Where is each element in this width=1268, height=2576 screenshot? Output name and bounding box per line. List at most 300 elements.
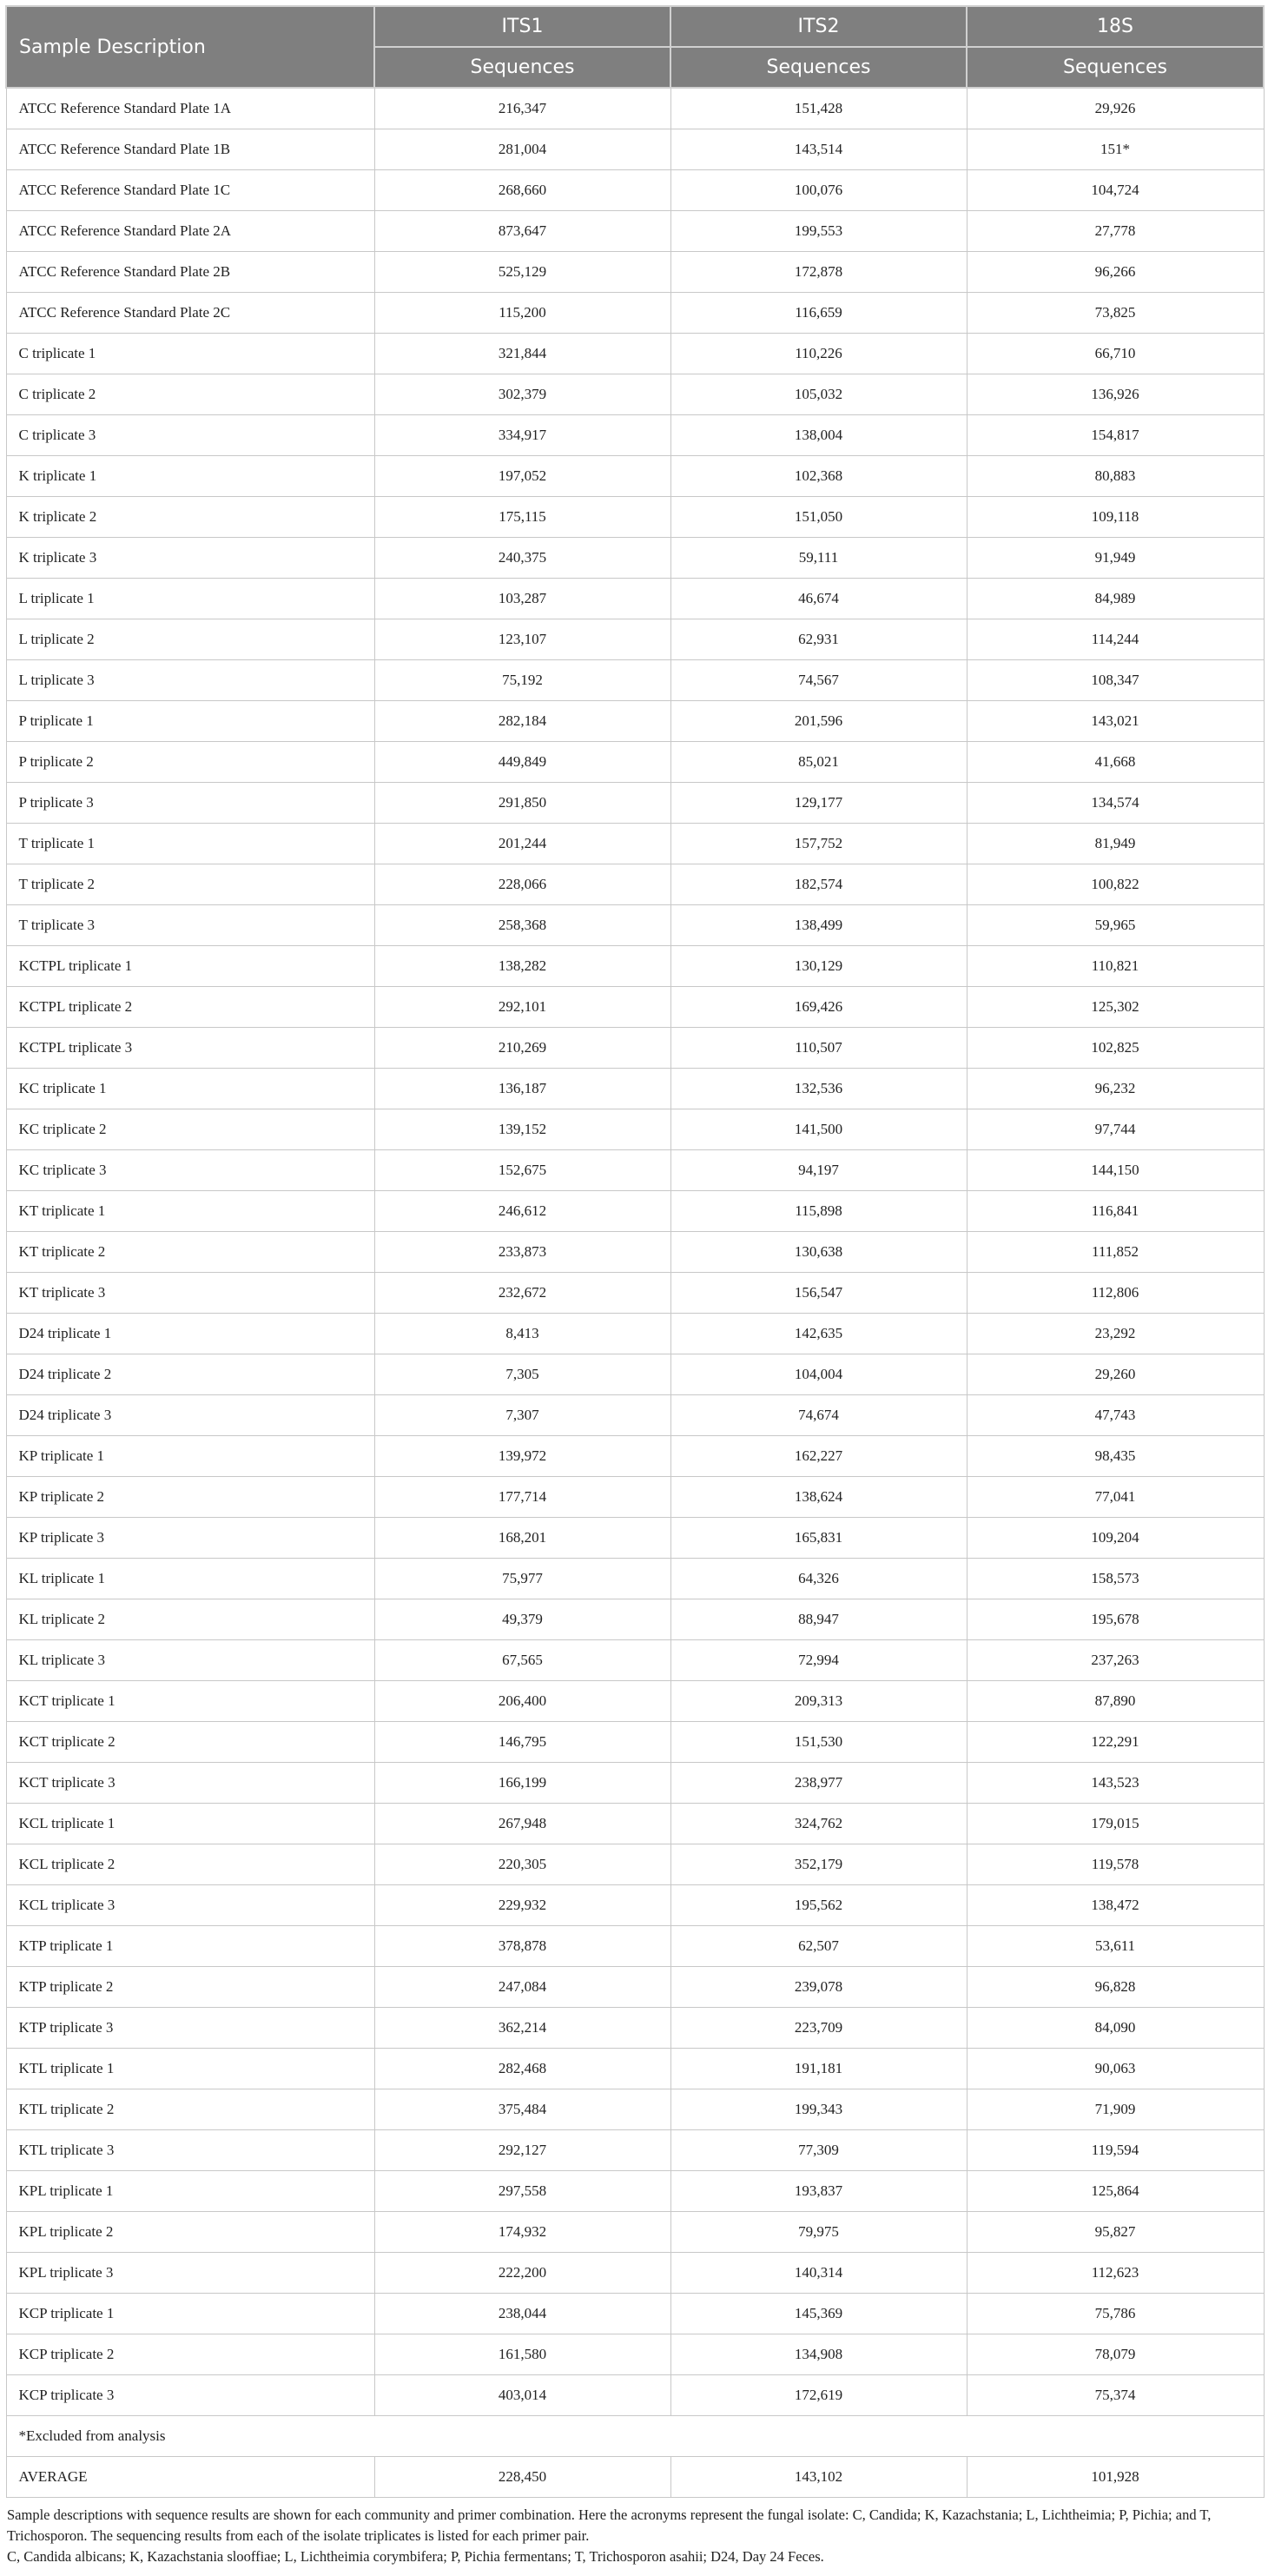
- sample-label: KCP triplicate 3: [6, 2375, 374, 2416]
- its2-value: 165,831: [670, 1518, 967, 1559]
- sample-label: KP triplicate 2: [6, 1477, 374, 1518]
- 18s-value: 96,266: [967, 252, 1264, 293]
- table-row: [6, 1681, 1264, 1722]
- 18s-value: 119,578: [967, 1844, 1264, 1885]
- its2-value: 151,530: [670, 1722, 967, 1763]
- its2-value: 72,994: [670, 1640, 967, 1681]
- table-row: [6, 538, 1264, 579]
- sample-label: KTL triplicate 1: [6, 2049, 374, 2089]
- its1-value: 292,101: [374, 987, 670, 1028]
- table-row: [6, 1395, 1264, 1436]
- its2-value: 110,507: [670, 1028, 967, 1069]
- 18s-value: 29,260: [967, 1354, 1264, 1395]
- its1-value: 302,379: [374, 374, 670, 415]
- its1-value: 291,850: [374, 783, 670, 824]
- 18s-value: 111,852: [967, 1232, 1264, 1273]
- its1-value: 292,127: [374, 2130, 670, 2171]
- its2-value: 138,624: [670, 1477, 967, 1518]
- table-row: [6, 1354, 1264, 1395]
- 18s-value: 98,435: [967, 1436, 1264, 1477]
- table-row: [6, 1232, 1264, 1273]
- its2-value: 193,837: [670, 2171, 967, 2212]
- its2-value: 172,878: [670, 252, 967, 293]
- table-row: [6, 1028, 1264, 1069]
- its1-value: 232,672: [374, 1273, 670, 1314]
- sample-label: K triplicate 3: [6, 538, 374, 579]
- header-its1: ITS1: [374, 6, 670, 47]
- its1-value: 175,115: [374, 497, 670, 538]
- sample-label: KT triplicate 3: [6, 1273, 374, 1314]
- its1-value: 297,558: [374, 2171, 670, 2212]
- its1-value: 282,468: [374, 2049, 670, 2089]
- its1-value: 321,844: [374, 334, 670, 374]
- sample-label: KL triplicate 2: [6, 1599, 374, 1640]
- its1-value: 139,152: [374, 1109, 670, 1150]
- table-row: [6, 2008, 1264, 2049]
- 18s-value: 47,743: [967, 1395, 1264, 1436]
- its1-value: 282,184: [374, 701, 670, 742]
- subheader-sequences: Sequences: [374, 47, 670, 88]
- 18s-value: 78,079: [967, 2334, 1264, 2375]
- 18s-value: 108,347: [967, 660, 1264, 701]
- its2-value: 182,574: [670, 864, 967, 905]
- sample-label: K triplicate 2: [6, 497, 374, 538]
- 18s-value: 100,822: [967, 864, 1264, 905]
- its2-value: 116,659: [670, 293, 967, 334]
- its1-value: 161,580: [374, 2334, 670, 2375]
- 18s-value: 116,841: [967, 1191, 1264, 1232]
- its1-value: 268,660: [374, 170, 670, 211]
- 18s-value: 109,118: [967, 497, 1264, 538]
- its1-value: 168,201: [374, 1518, 670, 1559]
- sample-label: KP triplicate 3: [6, 1518, 374, 1559]
- table-row: [6, 293, 1264, 334]
- table-row: [6, 1722, 1264, 1763]
- its2-value: 85,021: [670, 742, 967, 783]
- its2-value: 157,752: [670, 824, 967, 864]
- its1-value: 166,199: [374, 1763, 670, 1804]
- its2-value: 79,975: [670, 2212, 967, 2253]
- its2-value: 74,567: [670, 660, 967, 701]
- 18s-value: 136,926: [967, 374, 1264, 415]
- its2-value: 132,536: [670, 1069, 967, 1109]
- 18s-value: 104,724: [967, 170, 1264, 211]
- 18s-value: 138,472: [967, 1885, 1264, 1926]
- average-row: [6, 2457, 1264, 2498]
- table-row: [6, 905, 1264, 946]
- its2-value: 201,596: [670, 701, 967, 742]
- its1-value: 206,400: [374, 1681, 670, 1722]
- table-row: [6, 374, 1264, 415]
- table-row: [6, 1477, 1264, 1518]
- table-row: [6, 2253, 1264, 2294]
- table-row: [6, 1804, 1264, 1844]
- sample-label: T triplicate 2: [6, 864, 374, 905]
- its1-value: 49,379: [374, 1599, 670, 1640]
- sample-label: KL triplicate 1: [6, 1559, 374, 1599]
- its2-value: 74,674: [670, 1395, 967, 1436]
- 18s-value: 237,263: [967, 1640, 1264, 1681]
- its1-value: 201,244: [374, 824, 670, 864]
- table-row: [6, 2294, 1264, 2334]
- sample-label: K triplicate 1: [6, 456, 374, 497]
- 18s-value: 154,817: [967, 415, 1264, 456]
- sample-label: KL triplicate 3: [6, 1640, 374, 1681]
- sample-label: L triplicate 1: [6, 579, 374, 619]
- table-row: [6, 864, 1264, 905]
- sample-label: KTP triplicate 1: [6, 1926, 374, 1967]
- 18s-value: 41,668: [967, 742, 1264, 783]
- table-row: [6, 660, 1264, 701]
- 18s-value: 122,291: [967, 1722, 1264, 1763]
- table-row: [6, 2334, 1264, 2375]
- sample-label: C triplicate 1: [6, 334, 374, 374]
- sample-label: KPL triplicate 3: [6, 2253, 374, 2294]
- its1-value: 233,873: [374, 1232, 670, 1273]
- caption-line-2: C, Candida albicans; K, Kazachstania slooffiae; L, Lichtheimia corymbifera; P, Pichia fermentans; T, Trichosporon asahii; D24, Day 24 Feces.: [7, 2548, 824, 2565]
- its2-value: 238,977: [670, 1763, 967, 1804]
- table-row: [6, 1763, 1264, 1804]
- table-row: [6, 1436, 1264, 1477]
- its2-value: 59,111: [670, 538, 967, 579]
- average-label: AVERAGE: [6, 2457, 374, 2498]
- its1-value: 139,972: [374, 1436, 670, 1477]
- subheader-sequences: Sequences: [967, 47, 1264, 88]
- its2-value: 88,947: [670, 1599, 967, 1640]
- sample-label: C triplicate 3: [6, 415, 374, 456]
- sample-label: T triplicate 3: [6, 905, 374, 946]
- its2-value: 130,638: [670, 1232, 967, 1273]
- its1-value: 197,052: [374, 456, 670, 497]
- sample-label: T triplicate 1: [6, 824, 374, 864]
- table-row: [6, 1314, 1264, 1354]
- its1-value: 246,612: [374, 1191, 670, 1232]
- table-row: [6, 170, 1264, 211]
- sample-label: P triplicate 3: [6, 783, 374, 824]
- its2-value: 223,709: [670, 2008, 967, 2049]
- sample-label: KCP triplicate 1: [6, 2294, 374, 2334]
- table-row: [6, 88, 1264, 129]
- table-row: [6, 783, 1264, 824]
- table-row: [6, 946, 1264, 987]
- its1-value: 334,917: [374, 415, 670, 456]
- table-row: [6, 1885, 1264, 1926]
- sample-label: KTP triplicate 2: [6, 1967, 374, 2008]
- its1-value: 375,484: [374, 2089, 670, 2130]
- table-row: [6, 1559, 1264, 1599]
- its1-value: 403,014: [374, 2375, 670, 2416]
- sample-label: KTL triplicate 3: [6, 2130, 374, 2171]
- sample-label: ATCC Reference Standard Plate 1B: [6, 129, 374, 170]
- 18s-value: 87,890: [967, 1681, 1264, 1722]
- its1-value: 281,004: [374, 129, 670, 170]
- table-row: [6, 742, 1264, 783]
- 18s-value: 71,909: [967, 2089, 1264, 2130]
- its1-value: 258,368: [374, 905, 670, 946]
- table-row: [6, 129, 1264, 170]
- sample-label: KCL triplicate 2: [6, 1844, 374, 1885]
- table-row: [6, 824, 1264, 864]
- table-row: [6, 1273, 1264, 1314]
- 18s-value: 96,232: [967, 1069, 1264, 1109]
- sample-label: ATCC Reference Standard Plate 2A: [6, 211, 374, 252]
- its1-value: 123,107: [374, 619, 670, 660]
- 18s-value: 109,204: [967, 1518, 1264, 1559]
- its2-value: 191,181: [670, 2049, 967, 2089]
- its2-value: 199,343: [670, 2089, 967, 2130]
- sample-label: KCT triplicate 2: [6, 1722, 374, 1763]
- its2-value: 239,078: [670, 1967, 967, 2008]
- sample-label: KCTPL triplicate 1: [6, 946, 374, 987]
- its2-value: 199,553: [670, 211, 967, 252]
- 18s-value: 95,827: [967, 2212, 1264, 2253]
- its1-value: 222,200: [374, 2253, 670, 2294]
- table-row: [6, 2171, 1264, 2212]
- sample-label: ATCC Reference Standard Plate 2C: [6, 293, 374, 334]
- its2-value: 140,314: [670, 2253, 967, 2294]
- sample-label: KCTPL triplicate 3: [6, 1028, 374, 1069]
- sample-label: KTP triplicate 3: [6, 2008, 374, 2049]
- its2-value: 102,368: [670, 456, 967, 497]
- 18s-value: 112,806: [967, 1273, 1264, 1314]
- its2-value: 156,547: [670, 1273, 967, 1314]
- its1-value: 103,287: [374, 579, 670, 619]
- 18s-value: 75,786: [967, 2294, 1264, 2334]
- its2-value: 324,762: [670, 1804, 967, 1844]
- its1-value: 210,269: [374, 1028, 670, 1069]
- table-row: [6, 1926, 1264, 1967]
- sample-label: L triplicate 2: [6, 619, 374, 660]
- sample-label: C triplicate 2: [6, 374, 374, 415]
- its1-value: 378,878: [374, 1926, 670, 1967]
- its1-value: 267,948: [374, 1804, 670, 1844]
- table-row: [6, 415, 1264, 456]
- 18s-value: 80,883: [967, 456, 1264, 497]
- its1-value: 75,977: [374, 1559, 670, 1599]
- table-row: [6, 1967, 1264, 2008]
- average-18s: 101,928: [967, 2457, 1264, 2498]
- sample-label: D24 triplicate 1: [6, 1314, 374, 1354]
- sample-label: KC triplicate 2: [6, 1109, 374, 1150]
- table-row: [6, 1150, 1264, 1191]
- its1-value: 7,305: [374, 1354, 670, 1395]
- its1-value: 8,413: [374, 1314, 670, 1354]
- 18s-value: 53,611: [967, 1926, 1264, 1967]
- 18s-value: 84,989: [967, 579, 1264, 619]
- sample-label: P triplicate 2: [6, 742, 374, 783]
- its1-value: 220,305: [374, 1844, 670, 1885]
- its2-value: 110,226: [670, 334, 967, 374]
- table-row: [6, 497, 1264, 538]
- sample-label: KPL triplicate 1: [6, 2171, 374, 2212]
- 18s-value: 75,374: [967, 2375, 1264, 2416]
- 18s-value: 134,574: [967, 783, 1264, 824]
- its1-value: 174,932: [374, 2212, 670, 2253]
- its1-value: 146,795: [374, 1722, 670, 1763]
- 18s-value: 66,710: [967, 334, 1264, 374]
- table-header: [6, 6, 1264, 88]
- 18s-value: 59,965: [967, 905, 1264, 946]
- sample-label: ATCC Reference Standard Plate 1A: [6, 88, 374, 129]
- 18s-value: 81,949: [967, 824, 1264, 864]
- sample-label: KC triplicate 1: [6, 1069, 374, 1109]
- its2-value: 94,197: [670, 1150, 967, 1191]
- 18s-value: 27,778: [967, 211, 1264, 252]
- 18s-value: 84,090: [967, 2008, 1264, 2049]
- 18s-value: 179,015: [967, 1804, 1264, 1844]
- table-row: [6, 2212, 1264, 2253]
- its1-value: 247,084: [374, 1967, 670, 2008]
- table-row: [6, 1191, 1264, 1232]
- its2-value: 142,635: [670, 1314, 967, 1354]
- 18s-value: 29,926: [967, 88, 1264, 129]
- sample-label: KCP triplicate 2: [6, 2334, 374, 2375]
- table-row: [6, 252, 1264, 293]
- table-row: [6, 701, 1264, 742]
- 18s-value: 158,573: [967, 1559, 1264, 1599]
- its1-value: 240,375: [374, 538, 670, 579]
- average-its1: 228,450: [374, 2457, 670, 2498]
- its2-value: 77,309: [670, 2130, 967, 2171]
- its2-value: 105,032: [670, 374, 967, 415]
- table-row: [6, 2049, 1264, 2089]
- its2-value: 129,177: [670, 783, 967, 824]
- 18s-value: 23,292: [967, 1314, 1264, 1354]
- its2-value: 169,426: [670, 987, 967, 1028]
- sample-label: ATCC Reference Standard Plate 2B: [6, 252, 374, 293]
- its2-value: 62,931: [670, 619, 967, 660]
- 18s-value: 143,523: [967, 1763, 1264, 1804]
- 18s-value: 114,244: [967, 619, 1264, 660]
- its2-value: 145,369: [670, 2294, 967, 2334]
- table-body: [6, 88, 1264, 2498]
- table-row: [6, 1844, 1264, 1885]
- sample-label: KCTPL triplicate 2: [6, 987, 374, 1028]
- its2-value: 130,129: [670, 946, 967, 987]
- 18s-value: 77,041: [967, 1477, 1264, 1518]
- sequence-results-table: [5, 5, 1265, 2498]
- table-row: [6, 1109, 1264, 1150]
- table-row: [6, 2130, 1264, 2171]
- header-sample-description: Sample Description: [6, 6, 374, 88]
- footnote-row: [6, 2416, 1264, 2457]
- subheader-sequences: Sequences: [670, 47, 967, 88]
- its1-value: 228,066: [374, 864, 670, 905]
- header-its2: ITS2: [670, 6, 967, 47]
- its2-value: 138,004: [670, 415, 967, 456]
- sample-label: KPL triplicate 2: [6, 2212, 374, 2253]
- sample-label: P triplicate 1: [6, 701, 374, 742]
- its1-value: 177,714: [374, 1477, 670, 1518]
- its1-value: 216,347: [374, 88, 670, 129]
- table-row: [6, 1599, 1264, 1640]
- table-caption: [5, 2505, 1263, 2567]
- table-container: [5, 5, 1263, 2567]
- its2-value: 151,050: [670, 497, 967, 538]
- 18s-value: 143,021: [967, 701, 1264, 742]
- table-row: [6, 1518, 1264, 1559]
- sample-label: KCT triplicate 3: [6, 1763, 374, 1804]
- its1-value: 229,932: [374, 1885, 670, 1926]
- its2-value: 172,619: [670, 2375, 967, 2416]
- average-its2: 143,102: [670, 2457, 967, 2498]
- 18s-value: 125,864: [967, 2171, 1264, 2212]
- header-18s: 18S: [967, 6, 1264, 47]
- its1-value: 525,129: [374, 252, 670, 293]
- its1-value: 115,200: [374, 293, 670, 334]
- 18s-value: 90,063: [967, 2049, 1264, 2089]
- its1-value: 7,307: [374, 1395, 670, 1436]
- table-row: [6, 211, 1264, 252]
- its1-value: 873,647: [374, 211, 670, 252]
- its1-value: 238,044: [374, 2294, 670, 2334]
- table-row: [6, 619, 1264, 660]
- 18s-value: 144,150: [967, 1150, 1264, 1191]
- its2-value: 162,227: [670, 1436, 967, 1477]
- sample-label: D24 triplicate 2: [6, 1354, 374, 1395]
- 18s-value: 112,623: [967, 2253, 1264, 2294]
- 18s-value: 110,821: [967, 946, 1264, 987]
- table-row: [6, 1640, 1264, 1681]
- its1-value: 136,187: [374, 1069, 670, 1109]
- 18s-value: 91,949: [967, 538, 1264, 579]
- table-row: [6, 579, 1264, 619]
- its2-value: 104,004: [670, 1354, 967, 1395]
- sample-label: KT triplicate 2: [6, 1232, 374, 1273]
- sample-label: KTL triplicate 2: [6, 2089, 374, 2130]
- 18s-value: 97,744: [967, 1109, 1264, 1150]
- table-row: [6, 2375, 1264, 2416]
- its2-value: 209,313: [670, 1681, 967, 1722]
- table-row: [6, 334, 1264, 374]
- sample-label: KCT triplicate 1: [6, 1681, 374, 1722]
- its2-value: 151,428: [670, 88, 967, 129]
- sample-label: ATCC Reference Standard Plate 1C: [6, 170, 374, 211]
- sample-label: L triplicate 3: [6, 660, 374, 701]
- 18s-value: 125,302: [967, 987, 1264, 1028]
- its2-value: 64,326: [670, 1559, 967, 1599]
- sample-label: KC triplicate 3: [6, 1150, 374, 1191]
- 18s-value: 96,828: [967, 1967, 1264, 2008]
- table-row: [6, 1069, 1264, 1109]
- 18s-value: 195,678: [967, 1599, 1264, 1640]
- its2-value: 352,179: [670, 1844, 967, 1885]
- sample-label: KT triplicate 1: [6, 1191, 374, 1232]
- its2-value: 195,562: [670, 1885, 967, 1926]
- 18s-value: 119,594: [967, 2130, 1264, 2171]
- sample-label: KP triplicate 1: [6, 1436, 374, 1477]
- sample-label: D24 triplicate 3: [6, 1395, 374, 1436]
- sample-label: KCL triplicate 3: [6, 1885, 374, 1926]
- caption-line-1: Sample descriptions with sequence results are shown for each community and primer combination. Here the acronyms represent the fungal isolate: C, Candida; K, Kazachstania; L, Lichtheimia; P, Pichia; and T, Trichosporon. The sequencing results from each of the isolate triplicates is listed for each primer pair.: [7, 2506, 1212, 2544]
- its1-value: 67,565: [374, 1640, 670, 1681]
- its2-value: 46,674: [670, 579, 967, 619]
- sample-label: KCL triplicate 1: [6, 1804, 374, 1844]
- its2-value: 115,898: [670, 1191, 967, 1232]
- 18s-value: 73,825: [967, 293, 1264, 334]
- 18s-value: 151*: [967, 129, 1264, 170]
- its1-value: 152,675: [374, 1150, 670, 1191]
- its2-value: 62,507: [670, 1926, 967, 1967]
- its2-value: 141,500: [670, 1109, 967, 1150]
- its2-value: 134,908: [670, 2334, 967, 2375]
- its2-value: 100,076: [670, 170, 967, 211]
- its1-value: 362,214: [374, 2008, 670, 2049]
- table-row: [6, 987, 1264, 1028]
- its2-value: 138,499: [670, 905, 967, 946]
- its2-value: 143,514: [670, 129, 967, 170]
- table-row: [6, 456, 1264, 497]
